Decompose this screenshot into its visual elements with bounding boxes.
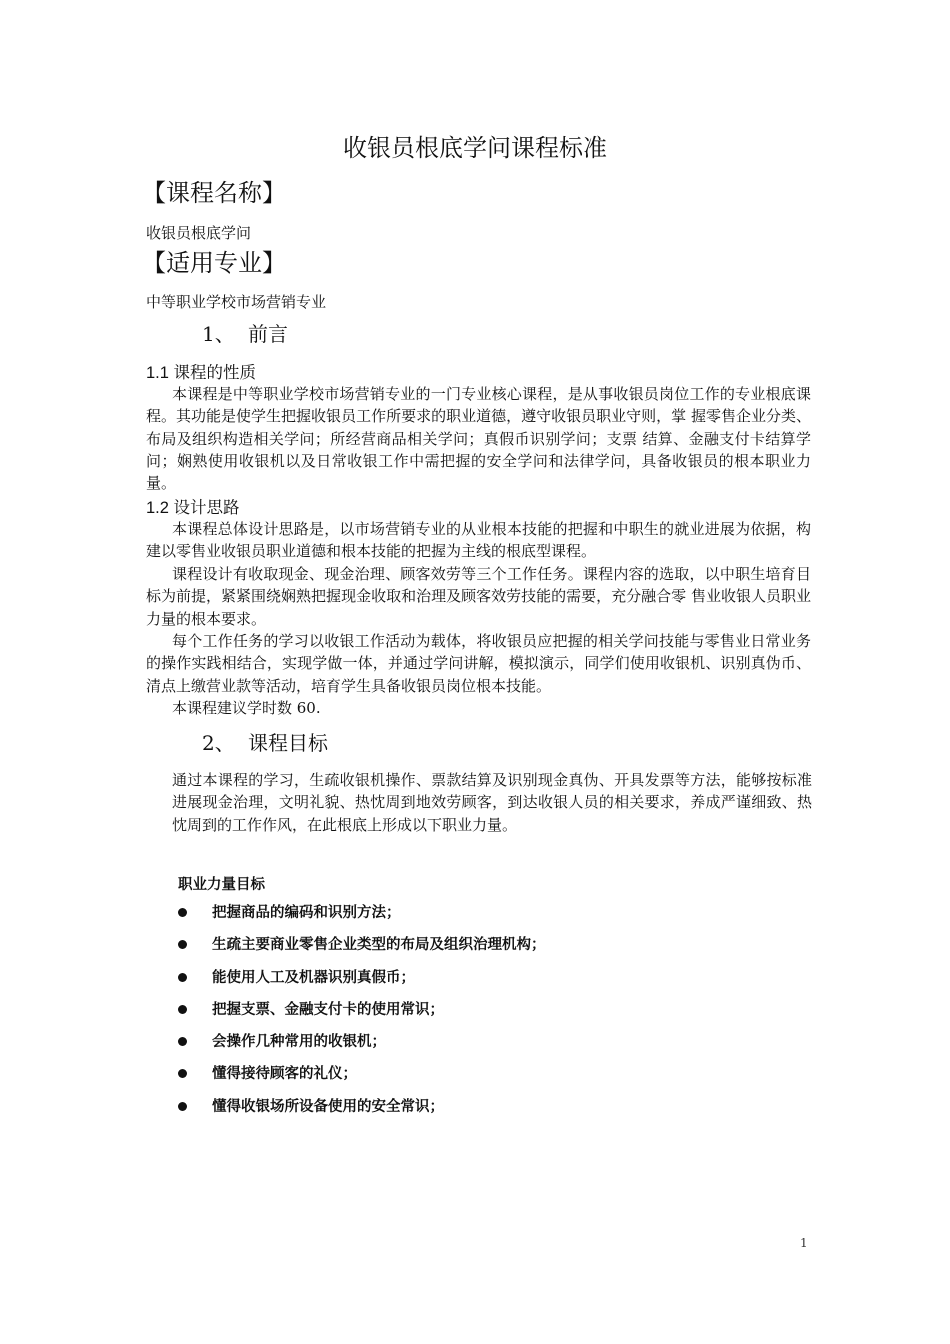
bullet-icon <box>178 1005 187 1014</box>
list-item <box>178 1063 546 1095</box>
course-goal-paragraph: 通过本课程的学习，生疏收银机操作、票款结算及识别现金真伪、开具发票等方法，能够按标准进展现金治理，文明礼貌、热忱周到地效劳顾客，到达收银人员的相关要求，养成严谨细致、热忱周到的工作作风，在此根底上形成以下职业力量。 <box>172 771 812 834</box>
design-paragraph-4: 本课程建议学时数 60. <box>172 699 321 717</box>
major-heading: 【适用专业】 <box>142 249 286 277</box>
list-item-text: 把握商品的编码和识别方法； <box>212 905 401 921</box>
design-paragraph-1: 本课程总体设计思路是，以市场营销专业的从业根本技能的把握和中职生的就业进展为依据，构建以零售业收银员职业道德和根本技能的把握为主线的根底型课程。 <box>146 520 811 561</box>
bullet-icon <box>178 940 187 949</box>
subsection-1-1-title: 课程的性质 <box>173 364 257 382</box>
subsection-1-2-number: 1.2 <box>146 499 169 517</box>
document-title: 收银员根底学问课程标准 <box>343 134 607 162</box>
major-text: 中等职业学校市场营销专业 <box>146 293 327 311</box>
course-name: 收银员根底学问 <box>146 224 252 242</box>
list-item <box>178 967 546 999</box>
ability-goal-heading: 职业力量目标 <box>178 877 265 893</box>
list-item-text: 会操作几种常用的收银机； <box>212 1034 386 1051</box>
section-2-title: 课程目标 <box>248 731 328 755</box>
page-number: 1 <box>800 1236 808 1250</box>
list-item <box>178 1096 546 1128</box>
section-2-number: 2、 <box>202 731 235 755</box>
list-item <box>178 999 546 1031</box>
section-2-heading <box>202 727 328 756</box>
list-item-text: 懂得收银场所设备使用的安全常识； <box>212 1098 444 1115</box>
section-1-number: 1、 <box>202 322 235 346</box>
bullet-icon <box>178 1069 187 1078</box>
design-paragraph-3: 每个工作任务的学习以收银工作活动为载体，将收银员应把握的相关学问技能与零售业日常业务的操作实践相结合，实现学做一体，并通过学问讲解，模拟演示，同学们使用收银机、识别真伪币、清点上缴营业款等活动，培育学生具备收银员岗位根本技能。 <box>146 632 811 695</box>
section-1-title: 前言 <box>248 322 288 346</box>
section-1-heading <box>202 318 288 347</box>
list-item-text: 生疏主要商业零售企业类型的布局及组织治理机构； <box>212 937 546 954</box>
list-item <box>178 1031 546 1063</box>
list-item-text: 能使用人工及机器识别真假币； <box>212 969 415 986</box>
list-item <box>178 902 546 934</box>
bullet-icon <box>178 1102 187 1111</box>
list-item <box>178 934 546 966</box>
list-item-text: 懂得接待顾客的礼仪； <box>212 1066 357 1083</box>
course-nature-paragraph: 本课程是中等职业学校市场营销专业的一门专业核心课程，是从事收银员岗位工作的专业根底课程。其功能是使学生把握收银员工作所要求的职业道德，遵守收银员职业守则，掌 握零售企业分类、布局及组织构造相关学问；所经营商品相关学问；真假币识别学问；支票 结算、金融支付卡结算学问；娴熟使用收银机以及日常收银工作中需把握的安全学问和法律学问，具备收银员的根本职业力量。 <box>146 385 811 493</box>
subsection-1-2-heading <box>146 494 240 518</box>
bullet-icon <box>178 973 187 982</box>
subsection-1-2-title: 设计思路 <box>173 499 240 517</box>
design-paragraph-2: 课程设计有收取现金、现金治理、顾客效劳等三个工作任务。课程内容的选取，以中职生培育目标为前提，紧紧围绕娴熟把握现金收取和治理及顾客效劳技能的需要，充分融合零 售业收银人员职业力量的根本要求。 <box>146 565 811 628</box>
subsection-1-1-number: 1.1 <box>146 364 169 382</box>
ability-goal-list <box>178 902 546 1128</box>
subsection-1-1-heading <box>146 359 256 383</box>
course-name-heading: 【课程名称】 <box>142 179 286 207</box>
list-item-text: 把握支票、金融支付卡的使用常识； <box>212 1001 444 1018</box>
bullet-icon <box>178 908 187 917</box>
bullet-icon <box>178 1037 187 1046</box>
